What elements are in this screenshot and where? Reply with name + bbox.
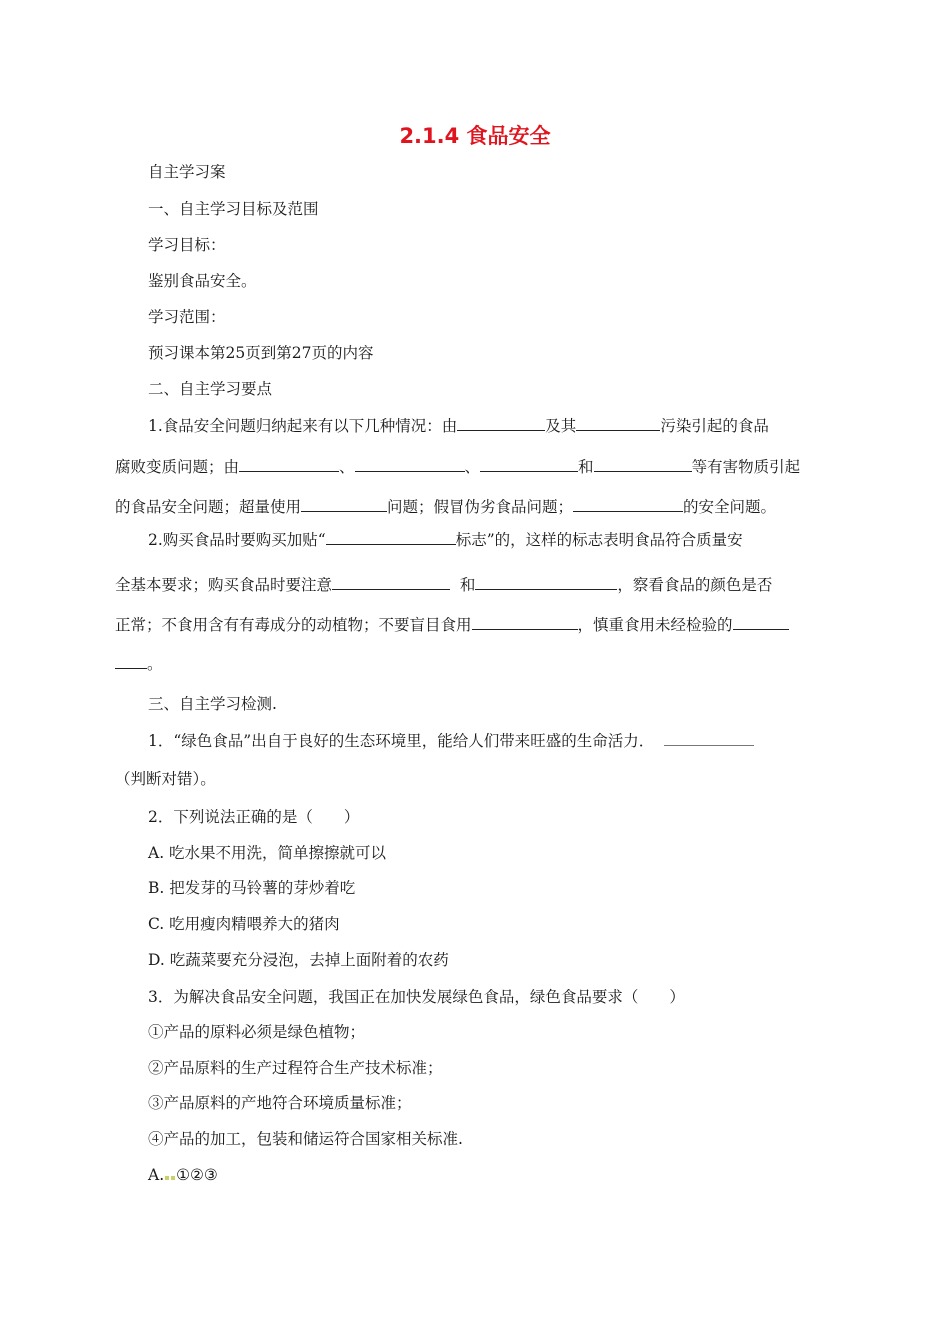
point1-line3: 的食品安全问题；超量使用 问题；假冒伪劣食品问题； 的安全问题。 xyxy=(115,495,776,518)
fill-blank[interactable] xyxy=(573,495,683,512)
q3-item-1: ①产品的原料必须是绿色植物； xyxy=(148,1023,366,1041)
option-a: A. 吃水果不用洗，简单擦擦就可以 xyxy=(148,844,387,862)
scope-text: 预习课本第25页到第27页的内容 xyxy=(148,344,374,362)
header-text: 自主学习案 xyxy=(148,163,226,181)
highlight-mark xyxy=(165,1176,169,1180)
page-title: 2.1.4 食品安全 xyxy=(399,124,551,148)
q3-item-3: ③产品原料的产地符合环境质量标准； xyxy=(148,1094,412,1112)
q3-answer: A. ①②③ xyxy=(148,1166,218,1184)
fill-blank[interactable] xyxy=(480,455,578,472)
option-c: C. 吃用瘦肉精喂养大的猪肉 xyxy=(148,915,340,933)
point1-line2: 腐败变质问题；由 、 、 和 等有害物质引起 xyxy=(115,455,800,478)
point1-line1: 1.食品安全问题归纳起来有以下几种情况：由 及其 污染引起的食品 xyxy=(148,414,769,437)
option-b: B. 把发芽的马铃薯的芽炒着吃 xyxy=(148,879,356,897)
point2-line1: 2.购买食品时要购买加贴“ 标志”的，这样的标志表明食品符合质量安 xyxy=(148,528,743,551)
question-2: 2．下列说法正确的是（ ） xyxy=(148,808,360,826)
highlight-mark xyxy=(171,1176,175,1180)
section3-heading: 三、自主学习检测. xyxy=(148,695,277,713)
fill-blank[interactable] xyxy=(472,613,578,630)
question-3: 3．为解决食品安全问题，我国正在加快发展绿色食品，绿色食品要求（ ） xyxy=(148,988,685,1006)
fill-blank[interactable] xyxy=(332,573,450,590)
goal-text: 鉴别食品安全。 xyxy=(148,272,257,290)
fill-blank[interactable] xyxy=(475,573,617,590)
question-1: 1．“绿色食品”出自于良好的生态环境里，能给人们带来旺盛的生命活力． xyxy=(148,729,754,752)
fill-blank[interactable] xyxy=(326,528,456,545)
fill-blank[interactable] xyxy=(733,613,789,630)
goal-label: 学习目标： xyxy=(148,236,226,254)
fill-blank[interactable] xyxy=(301,495,387,512)
fill-blank[interactable] xyxy=(115,652,147,669)
fill-blank[interactable] xyxy=(594,455,692,472)
section1-heading: 一、自主学习目标及范围 xyxy=(148,200,319,218)
point2-line2: 全基本要求；购买食品时要注意 和 ，察看食品的颜色是否 xyxy=(115,573,772,596)
q3-item-2: ②产品原料的生产过程符合生产技术标准； xyxy=(148,1059,443,1077)
question-1-tail: （判断对错）。 xyxy=(115,770,216,788)
option-d: D. 吃蔬菜要充分浸泡，去掉上面附着的农药 xyxy=(148,951,449,969)
q3-item-4: ④产品的加工，包装和储运符合国家相关标准. xyxy=(148,1130,463,1148)
answer-blank[interactable] xyxy=(664,729,754,746)
point2-line4: 。 xyxy=(115,652,163,675)
fill-blank[interactable] xyxy=(355,455,465,472)
point2-line3: 正常；不食用含有有毒成分的动植物；不要盲目食用 ，慎重食用未经检验的 xyxy=(115,613,789,636)
scope-label: 学习范围： xyxy=(148,308,226,326)
fill-blank[interactable] xyxy=(239,455,339,472)
fill-blank[interactable] xyxy=(576,414,660,431)
section2-heading: 二、自主学习要点 xyxy=(148,380,273,398)
fill-blank[interactable] xyxy=(457,414,545,431)
